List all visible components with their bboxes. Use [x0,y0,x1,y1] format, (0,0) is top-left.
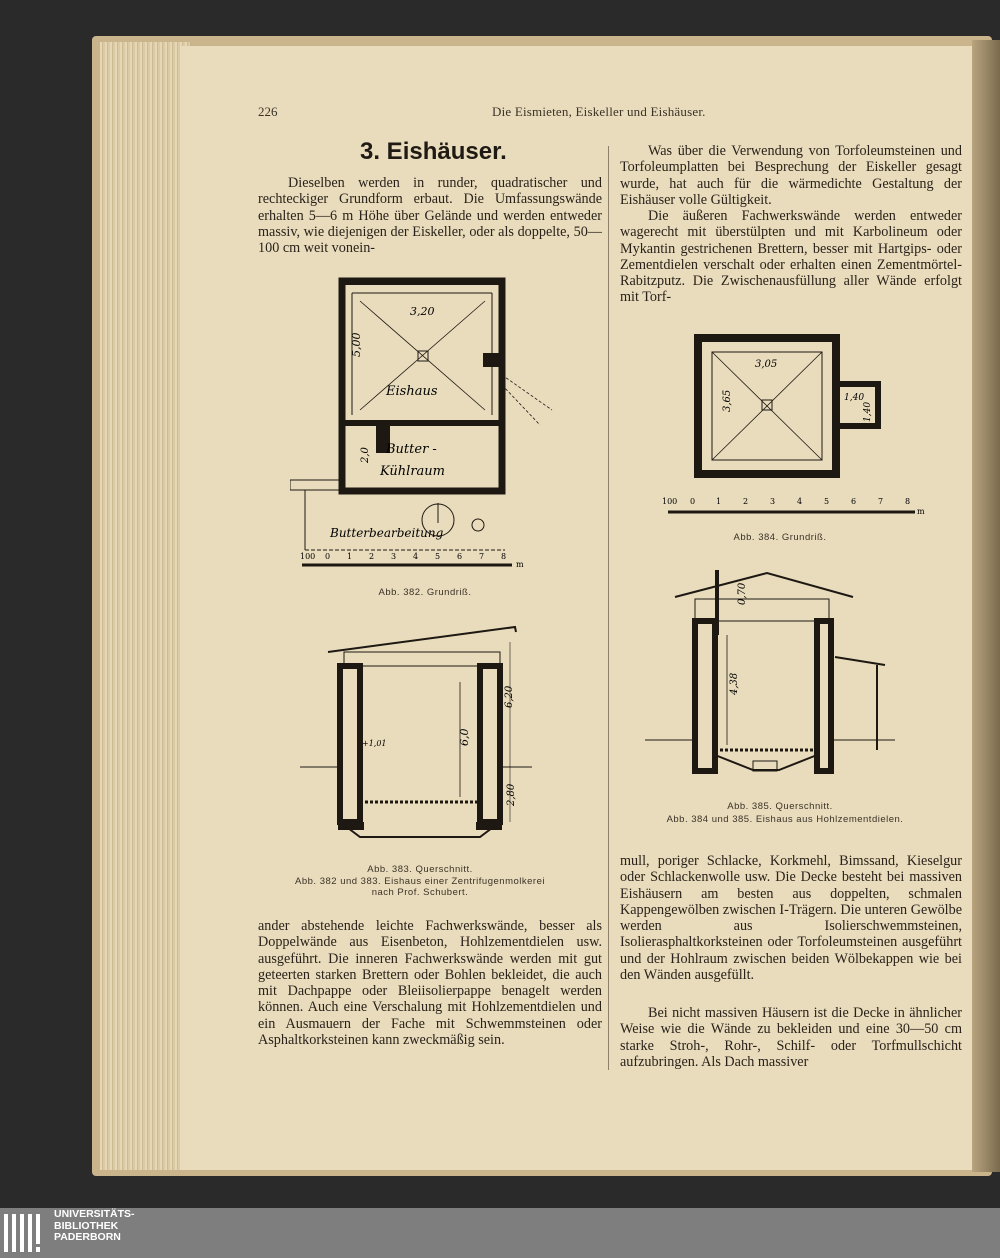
svg-text:m: m [917,507,925,516]
svg-text:7: 7 [878,497,884,506]
fig382-room-butterbearbeitung: Butterbearbeitung [330,526,444,540]
svg-text:8: 8 [905,497,911,506]
svg-text:m: m [516,560,524,569]
fig382-383-caption-cont: nach Prof. Schubert. [371,887,469,898]
fig383-level-mark: +1,01 [362,739,387,748]
section-title: 3. Eishäuser. [360,138,507,165]
fig382-height-label: 5,00 [350,332,363,357]
svg-text:100: 100 [300,552,316,561]
fig383-height-total: 6,20 [504,685,515,708]
figure-385-section [645,565,895,785]
logo-line-1: UNIVERSITÄTS- [54,1208,135,1220]
right-paragraph-2: Die äußeren Fachwerkswände werden entweder wagerecht mit überstülpten und mit Karbolineum oder Mykantin gestrichenen Brettern, besser mit Hartgips- oder Zementdielen verschalt oder erhalten einen Zementmörtel-Rabitzputz. Die Zwischenausfüllung aller Wände erfolgt mit Torf- [620,208,962,306]
fig384-width-label: 3,05 [755,359,778,370]
fig383-caption: Abb. 383. Querschnitt. [367,864,473,875]
fig383-height-inner: 6,0 [458,728,471,746]
svg-text:4: 4 [797,497,803,506]
fig385-top-label: 0,70 [737,582,748,605]
svg-text:5: 5 [435,552,441,561]
right-paragraph-4: Bei nicht massiven Häusern ist die Decke in ähnlicher Weise wie die Wände zu bekleiden und eine 30—50 cm starke Stroh-, Rohr-, Schilf- oder Torfmullschicht aufzubringen. Als Dach massiver [620,1005,962,1070]
svg-text:6: 6 [851,497,857,506]
figure-382-floor-plan [290,275,560,580]
fig382-width-label: 3,20 [410,305,435,318]
svg-text:1: 1 [347,552,353,561]
library-logo-text [54,1209,135,1244]
svg-text:5: 5 [824,497,830,506]
page-number: 226 [258,104,278,119]
fig382-dim-label: 2,0 [360,447,371,463]
left-paragraph-1: Dieselben werden in runder, quadratischer und rechteckiger Grundform erbaut. Die Umfassungswände erhalten 5—6 m Höhe über Gelände und werden entweder massiv, wie diejenigen der Eiskeller, oder als doppelte, 50—100 cm weit vonein- [258,175,602,257]
svg-text:2: 2 [743,497,749,506]
svg-text:100: 100 [662,497,678,506]
fig382-room-eishaus: Eishaus [386,384,438,399]
left-paragraph-2: ander abstehende leichte Fachwerkswände, besser als Doppelwände aus Eisenbeton, Hohlzementdielen usw. ausgeführt. Die inneren Fachwerkswände werden mit gut geteerten starken Brettern oder Bohlen bekleidet, die auch mit Dachpappe oder Bleiisolierpappe benagelt werden können. Auch eine Verschalung mit Hohlzementdielen und ein Ausmauern der Fache mit Schwemmsteinen oder Asphaltkorksteinen kann zweckmäßig sein. [258,918,602,1049]
fig382-383-caption: Abb. 382 und 383. Eishaus einer Zentrifugenmolkerei [295,876,545,887]
figure-384-floor-plan [660,332,930,522]
fig383-height-lower: 2,80 [506,783,517,806]
right-paragraph-1: Was über die Verwendung von Torfoleumsteinen und Torfoleumplatten bei Besprechung der Eiskeller gesagt wurde, hat auch für die wärmedichte Gestaltung der Eishäuser volle Gültigkeit. [620,143,962,208]
fig382-scale-bar [300,552,524,569]
column-rule [608,146,609,1070]
fig382-room-butter: Butter - [386,442,437,457]
logo-line-3: PADERBORN [54,1231,121,1243]
figure-383-section [300,622,532,858]
svg-text:2: 2 [369,552,375,561]
fig382-caption: Abb. 382. Grundriß. [378,587,472,598]
fig382-room-kuehlraum: Kühlraum [380,464,445,479]
fig384-height-label: 3,65 [722,389,733,412]
svg-text:7: 7 [479,552,485,561]
fig384-ante-width: 1,40 [844,393,865,403]
svg-text:0: 0 [690,497,696,506]
svg-text:6: 6 [457,552,463,561]
svg-text:1: 1 [716,497,722,506]
running-title: Die Eismieten, Eiskeller und Eishäuser. [492,104,706,119]
page-edges [100,42,190,1170]
fig384-385-caption: Abb. 384 und 385. Eishaus aus Hohlzementdielen. [666,814,904,825]
fig384-caption: Abb. 384. Grundriß. [733,532,827,543]
fig385-height-label: 4,38 [729,672,740,695]
fig385-caption: Abb. 385. Querschnitt. [727,801,833,812]
book-spine [972,40,1000,1172]
right-paragraph-3: mull, poriger Schlacke, Korkmehl, Bimssand, Kieselgur oder Schlackenwolle usw. Die Decke besteht bei massiven Eishäusern am besten aus doppelten, schmalen Kappengewölben zwischen I-Trägern. Die unteren Gewölbe werden aus Isolierschwemmsteinen, Isolierasphaltkorksteinen oder Torfoleumsteinen ausgeführt und der Hohlraum zwischen beiden Wölbekappen wie bei den Wänden ausgefüllt. [620,853,962,984]
footer-bar [0,1208,1000,1258]
library-logo-icon [2,1212,46,1254]
svg-text:0: 0 [325,552,331,561]
svg-text:4: 4 [413,552,419,561]
svg-text:3: 3 [391,552,397,561]
fig384-ante-height: 1,40 [863,401,873,422]
svg-text:8: 8 [501,552,507,561]
svg-text:3: 3 [770,497,776,506]
logo-line-2: BIBLIOTHEK [54,1219,119,1232]
